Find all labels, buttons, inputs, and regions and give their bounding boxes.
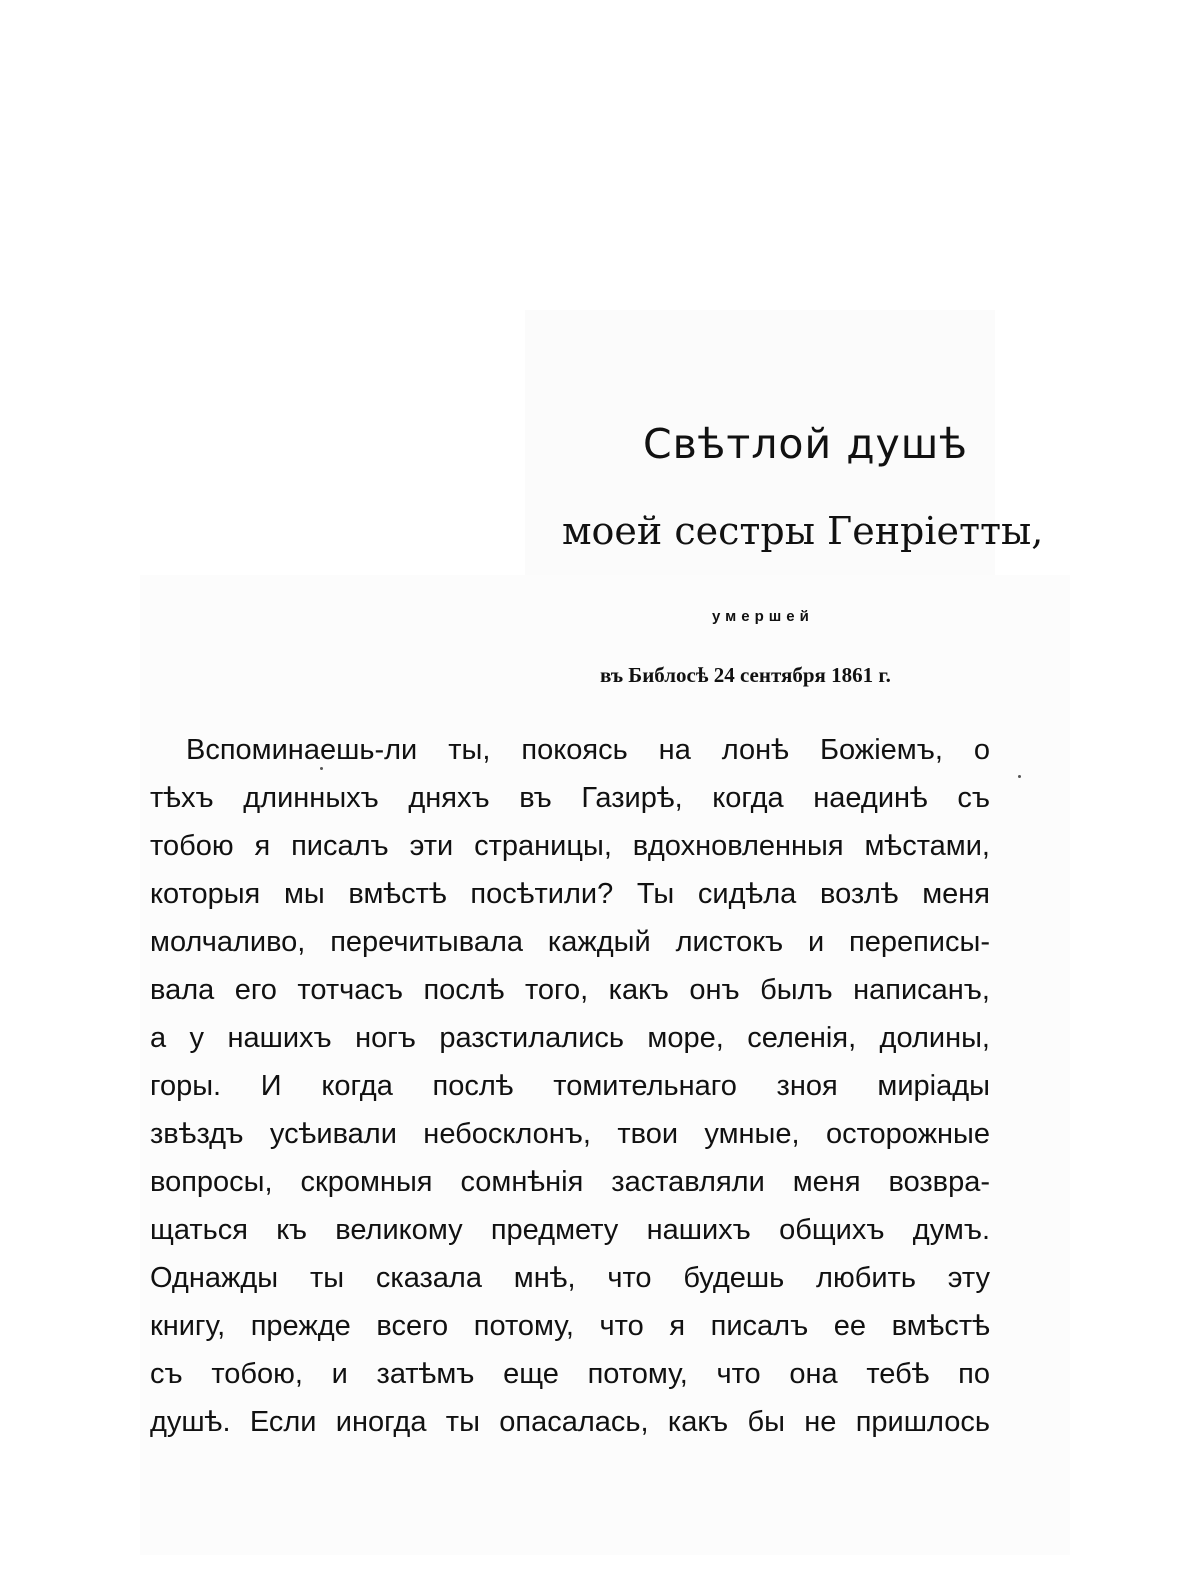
text-line: горы. И когда послѣ томительнаго зноя миріады [150, 1070, 990, 1102]
text-line: душѣ. Если иногда ты опасалась, какъ бы не пришлось [150, 1406, 990, 1438]
text-line: книгу, прежде всего потому, что я писалъ ее вмѣстѣ [150, 1310, 990, 1342]
scan-speck [320, 767, 323, 770]
text-line: щаться къ великому предмету нашихъ общихъ думъ. [150, 1214, 990, 1246]
text-line: а у нашихъ ногъ разстилались море, селенія, долины, [150, 1022, 990, 1054]
dedication-place-date: въ Библосѣ 24 сентября 1861 г. [600, 663, 891, 687]
text-line: вала его тотчасъ послѣ того, какъ онъ былъ написанъ, [150, 974, 990, 1006]
text-line: съ тобою, и затѣмъ еще потому, что она тебѣ по [150, 1358, 990, 1390]
scan-speck [1018, 775, 1021, 778]
text-line: молчаливо, перечитывала каждый листокъ и переписы- [150, 926, 990, 958]
dedication-subtitle: моей сестры Генріетты, [562, 509, 1044, 553]
text-line: которыя мы вмѣстѣ посѣтили? Ты сидѣла возлѣ меня [150, 878, 990, 910]
dedication-title: Свѣтлой душѣ [643, 420, 968, 468]
dedication-died-label: умершей [712, 608, 814, 625]
text-line: вопросы, скромныя сомнѣнія заставляли меня возвра- [150, 1166, 990, 1198]
text-line: Вспоминаешь-ли ты, покоясь на лонѣ Божіемъ, о [186, 734, 990, 766]
text-line: тобою я писалъ эти страницы, вдохновленныя мѣстами, [150, 830, 990, 862]
body-paragraph [150, 726, 990, 1446]
text-line: Однажды ты сказала мнѣ, что будешь любить эту [150, 1262, 990, 1294]
text-line: звѣздъ усѣивали небосклонъ, твои умные, осторожные [150, 1118, 990, 1150]
text-line: тѣхъ длинныхъ дняхъ въ Газирѣ, когда наединѣ съ [150, 782, 990, 814]
